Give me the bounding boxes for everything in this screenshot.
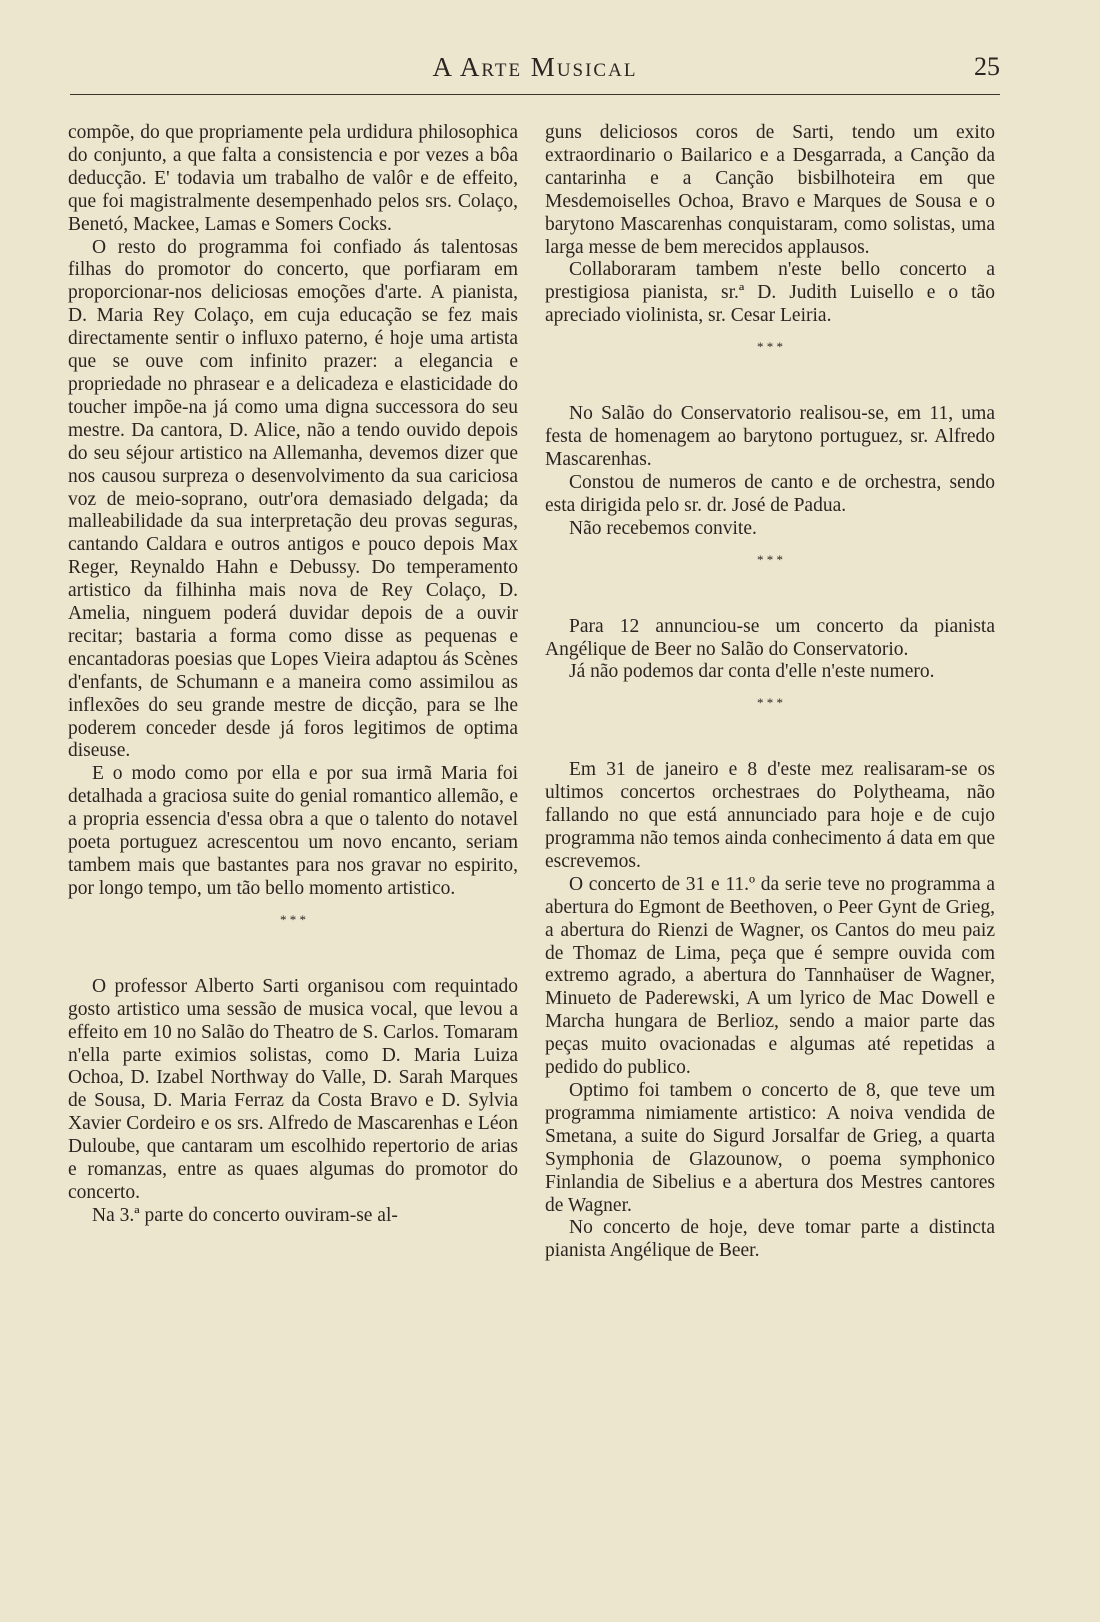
separator-glyph: * * * bbox=[280, 911, 306, 927]
paragraph: Para 12 annunciou-se um concerto da pianista Angélique de Beer no Salão do Conservatorio. bbox=[545, 615, 995, 660]
paragraph: guns deliciosos coros de Sarti, tendo um exito extraordinario o Bailarico e a Desgarrada, a Canção da cantarinha e a Canção bisbilhoteira em que Mesdemoiselles Ochoa, Bravo e Marques de Sousa e o barytono Mascarenhas conquistaram, como solistas, uma larga messe de bem merecidos applausos. bbox=[545, 122, 995, 258]
section-separator bbox=[545, 551, 995, 567]
paragraph: O concerto de 31 e 11.º da serie teve no programma a abertura do Egmont de Beethoven, o Peer Gynt de Grieg, a abertura do Rienzi de Wagner, os Cantos do meu paiz de Thomaz de Lima, peça que é sempre ouvida com extremo agrado, a abertura do Tannhaüser de Wagner, Minueto de Paderewski, A um lyrico de Mac Dowell e Marcha hungara de Berlioz, sendo a maior parte das peças muito ovacionadas e algumas até repetidas a pedido do publico. bbox=[545, 873, 995, 1079]
section-separator bbox=[68, 911, 518, 927]
section-separator bbox=[545, 339, 995, 355]
paragraph: Em 31 de janeiro e 8 d'este mez realisaram-se os ultimos concertos orchestraes do Polytheama, não fallando no que está annunciado para hoje e de cujo programma não temos ainda conhecimento á data em que escrevemos. bbox=[545, 759, 995, 872]
paragraph: No concerto de hoje, deve tomar parte a distincta pianista Angélique de Beer. bbox=[545, 1217, 995, 1262]
separator-glyph: * * * bbox=[757, 551, 783, 567]
running-title: A Arte Musical bbox=[432, 52, 638, 82]
paragraph: Já não podemos dar conta d'elle n'este numero. bbox=[569, 661, 935, 683]
right-column bbox=[545, 122, 995, 1263]
paragraph: O resto do programma foi confiado ás talentosas filhas do promotor do concerto, que porfiaram em proporcionar-nos deliciosas emoções d'arte. A pianista, D. Maria Rey Colaço, em cuja educação se fez mais directamente sentir o influxo paterno, é hoje uma artista que se ouve com infinito prazer: a elegancia e propriedade no phrasear e a delicadeza e elasticidade do toucher impõe-na já como uma digna successora do seu mestre. Da cantora, D. Alice, não a tendo ouvido depois do seu séjour artistico na Allemanha, devemos dizer que nos causou surpreza o desenvolvimento da sua cariciosa voz de meio-soprano, outr'ora demasiado delgada; da malleabilidade da sua interpretação deu provas seguras, cantando Caldara e outros antigos e pouco depois Max Reger, Reynaldo Hahn e Debussy. Do temperamento artistico da filhinha mais nova de Rey Colaço, D. Amelia, ninguem poderá duvidar depois de a ouvir recitar; bastaria a forma como disse as pequenas e encantadoras poesias que Lopes Vieira adaptou ás Scènes d'enfants, de Schumann e a maneira como assimilou as inflexões do seu grande mestre de dicção, para se lhe poderem conceder desde já foros legitimos de optima diseuse. bbox=[68, 236, 518, 762]
left-column bbox=[68, 122, 518, 1228]
paragraph: E o modo como por ella e por sua irmã Maria foi detalhada a graciosa suite do genial romantico allemão, e a propria essencia d'essa obra a que o talento do notavel poeta portuguez acrescentou um novo encanto, seriam tambem mais que bastantes para nos gravar no espirito, por longo tempo, um tão bello momento artistico. bbox=[68, 763, 518, 899]
paragraph: Constou de numeros de canto e de orchestra, sendo esta dirigida pelo sr. dr. José de Padua. bbox=[545, 471, 995, 516]
separator-glyph: * * * bbox=[757, 339, 783, 355]
paragraph: Na 3.ª parte do concerto ouviram-se al- bbox=[92, 1204, 398, 1226]
separator-glyph: * * * bbox=[757, 695, 783, 711]
paragraph: No Salão do Conservatorio realisou-se, em 11, uma festa de homenagem ao barytono portuguez, sr. Alfredo Mascarenhas. bbox=[545, 403, 995, 470]
section-separator bbox=[545, 695, 995, 711]
paragraph: Collaboraram tambem n'este bello concerto a prestigiosa pianista, sr.ª D. Judith Luisello e o tão apreciado violinista, sr. Cesar Leiria. bbox=[545, 259, 995, 327]
paragraph: Optimo foi tambem o concerto de 8, que teve um programma nimiamente artistico: A noiva vendida de Smetana, a suite do Sigurd Jorsalfar de Grieg, a quarta Symphonia de Glazounow, o poema symphonico Finlandia de Sibelius e a abertura dos Mestres cantores de Wagner. bbox=[545, 1080, 995, 1216]
paragraph: Não recebemos convite. bbox=[569, 517, 757, 539]
header-rule bbox=[70, 94, 1000, 95]
paragraph: compõe, do que propriamente pela urdidura philosophica do conjunto, a que falta a consistencia e por vezes a bôa deducção. E' todavia um trabalho de valôr e de effeito, que foi magistralmente desempenhado pelos srs. Colaço, Benetó, Mackee, Lamas e Somers Cocks. bbox=[68, 122, 518, 235]
page-header bbox=[70, 52, 1000, 86]
paragraph: O professor Alberto Sarti organisou com requintado gosto artistico uma sessão de musica vocal, que levou a effeito em 10 no Salão do Theatro de S. Carlos. Tomaram n'ella parte eximios solistas, como D. Maria Luiza Ochoa, D. Izabel Northway do Valle, D. Sarah Marques de Sousa, D. Maria Ferraz da Costa Bravo e D. Sylvia Xavier Cordeiro e os srs. Alfredo de Mascarenhas e Léon Duloube, que cantaram um escolhido repertorio de arias e romanzas, entre as quaes algumas do promotor do concerto. bbox=[68, 975, 518, 1203]
page-number: 25 bbox=[974, 52, 1000, 81]
